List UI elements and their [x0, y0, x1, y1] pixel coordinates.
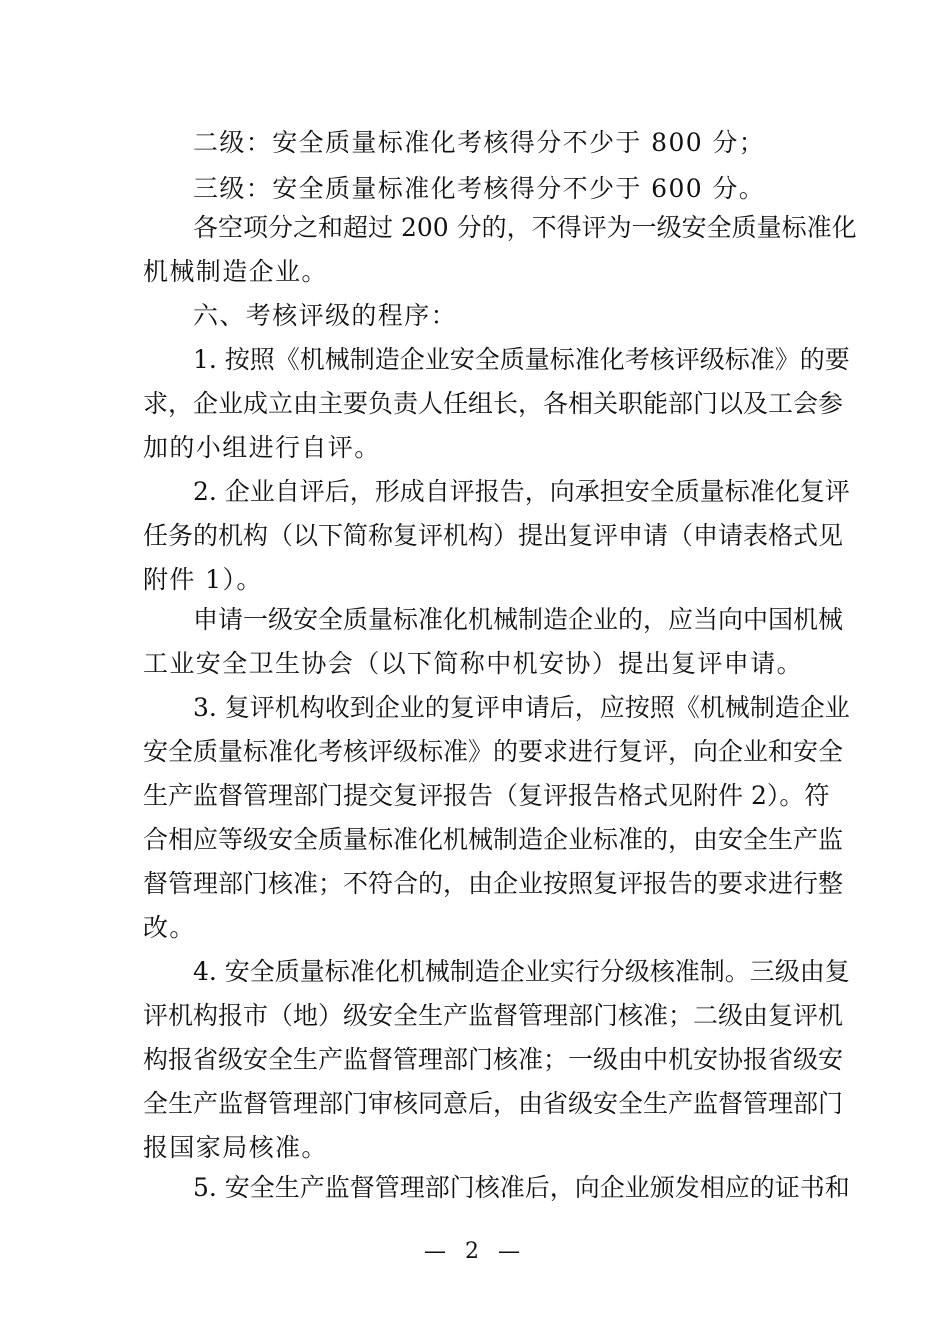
paragraph-line: 加的小组进行自评。: [143, 433, 381, 462]
paragraph-line: 二级：安全质量标准化考核得分不少于 800 分；: [193, 128, 766, 157]
paragraph-line: 工业安全卫生协会（以下简称中机安协）提出复评申请。: [143, 649, 804, 678]
page-number: — 2 —: [424, 1239, 526, 1264]
paragraph-line: 全生产监督管理部门审核同意后，由省级安全生产监督管理部门: [143, 1089, 844, 1118]
paragraph-line: 申请一级安全质量标准化机械制造企业的，应当向中国机械: [193, 605, 844, 634]
paragraph-line: 1. 按照《机械制造企业安全质量标准化考核评级标准》的要: [193, 345, 850, 374]
paragraph-line: 安全质量标准化考核评级标准》的要求进行复评，向企业和安全: [143, 737, 844, 766]
paragraph-line: 求，企业成立由主要负责人任组长，各相关职能部门以及工会参: [143, 389, 844, 418]
paragraph-line: 督管理部门核准；不符合的，由企业按照复评报告的要求进行整: [143, 869, 844, 898]
paragraph-line: 3. 复评机构收到企业的复评申请后，应按照《机械制造企业: [193, 693, 850, 722]
section-heading: 六、考核评级的程序：: [193, 301, 458, 330]
paragraph-line: 改。: [143, 913, 196, 942]
paragraph-line: 机械制造企业。: [143, 257, 328, 286]
paragraph-line: 合相应等级安全质量标准化机械制造企业标准的，由安全生产监: [143, 825, 844, 854]
paragraph-line: 各空项分之和超过 200 分的，不得评为一级安全质量标准化: [193, 213, 857, 242]
paragraph-line: 评机构报市（地）级安全生产监督管理部门核准；二级由复评机: [143, 1001, 844, 1030]
paragraph-line: 2. 企业自评后，形成自评报告，向承担安全质量标准化复评: [193, 477, 850, 506]
paragraph-line: 三级：安全质量标准化考核得分不少于 600 分。: [193, 174, 766, 203]
paragraph-line: 4. 安全质量标准化机械制造企业实行分级核准制。三级由复: [193, 957, 850, 986]
paragraph-line: 附件 1）。: [143, 565, 263, 594]
paragraph-line: 任务的机构（以下简称复评机构）提出复评申请（申请表格式见: [143, 521, 844, 550]
paragraph-line: 生产监督管理部门提交复评报告（复评报告格式见附件 2）。符: [143, 781, 830, 810]
paragraph-line: 5. 安全生产监督管理部门核准后，向企业颁发相应的证书和: [193, 1173, 850, 1202]
paragraph-line: 报国家局核准。: [143, 1133, 328, 1162]
paragraph-line: 构报省级安全生产监督管理部门核准；一级由中机安协报省级安: [143, 1045, 844, 1074]
